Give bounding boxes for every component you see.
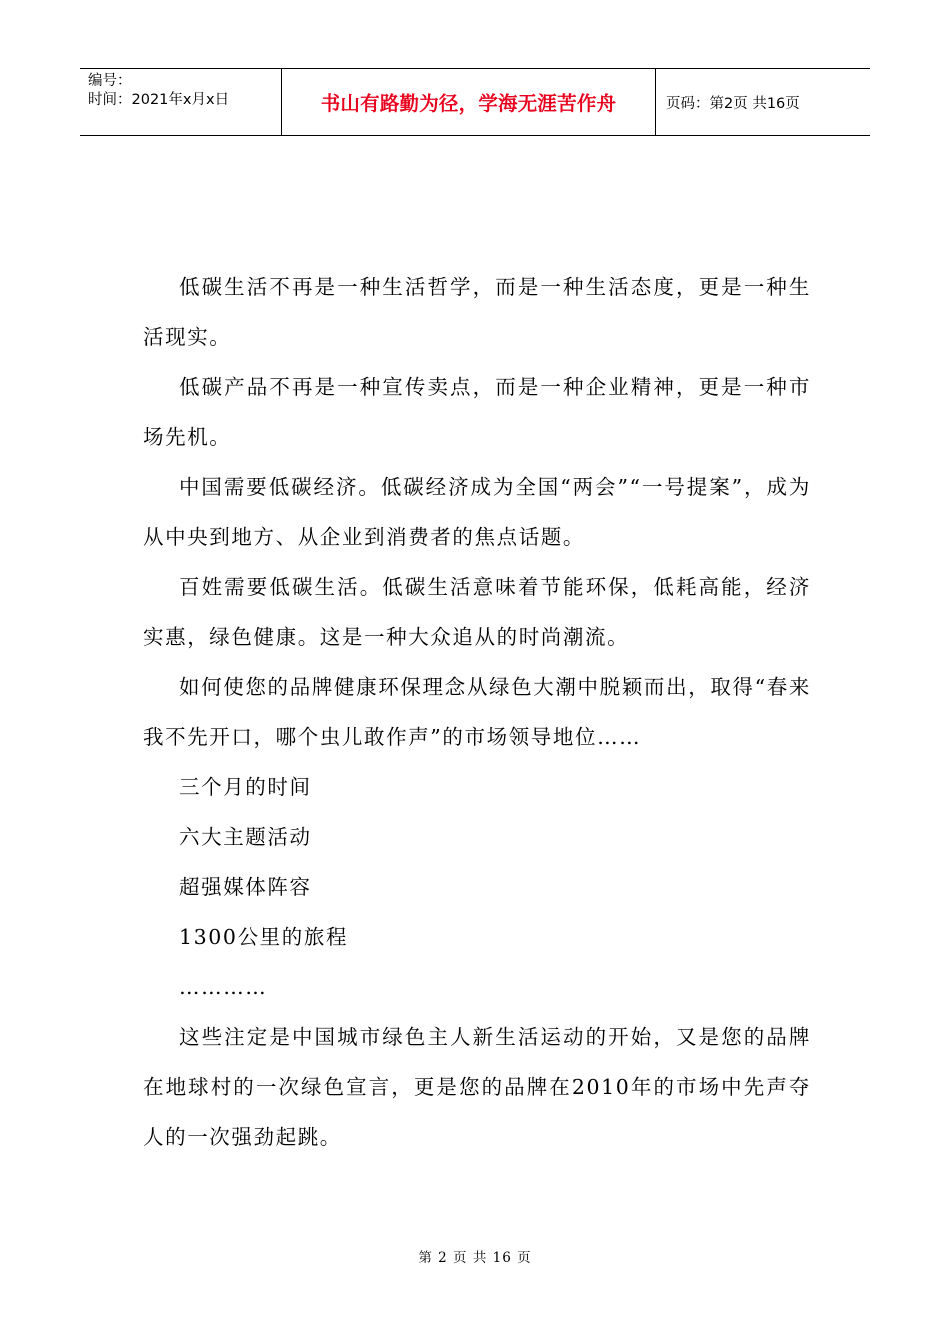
page-header [80, 68, 870, 136]
paragraph: 中国需要低碳经济。低碳经济成为全国“两会”“一号提案”，成为从中央到地方、从企业到消费者的焦点话题。 [143, 475, 811, 549]
page-footer: 第 2 页 共 16 页 [418, 1250, 532, 1266]
paragraph: 低碳产品不再是一种宣传卖点，而是一种企业精神，更是一种市场先机。 [143, 375, 811, 449]
paragraph: 超强媒体阵容 [179, 875, 312, 899]
paragraph: 如何使您的品牌健康环保理念从绿色大潮中脱颖而出，取得“春来我不先开口，哪个虫儿敢作声”的市场领导地位…… [143, 675, 811, 749]
header-motto: 书山有路勤为径，学海无涯苦作舟 [282, 69, 656, 135]
paragraph: 这些注定是中国城市绿色主人新生活运动的开始，又是您的品牌在地球村的一次绿色宣言，更是您的品牌在2010年的市场中先声夺人的一次强劲起跳。 [143, 1025, 811, 1149]
paragraph: 三个月的时间 [179, 775, 312, 799]
paragraph: 百姓需要低碳生活。低碳生活意味着节能环保，低耗高能，经济实惠，绿色健康。这是一种大众追从的时尚潮流。 [143, 575, 811, 649]
paragraph: ………… [179, 975, 268, 999]
paragraph: 低碳生活不再是一种生活哲学，而是一种生活态度，更是一种生活现实。 [143, 275, 811, 349]
header-page-info: 页码：第2页 共16页 [666, 95, 800, 112]
time-label: 时间：2021年x月x日 [88, 92, 230, 108]
paragraph: 1300公里的旅程 [179, 925, 349, 949]
number-label: 编号： [88, 73, 132, 89]
paragraph: 六大主题活动 [179, 825, 312, 849]
document-body [143, 262, 811, 1162]
header-meta [80, 69, 282, 135]
